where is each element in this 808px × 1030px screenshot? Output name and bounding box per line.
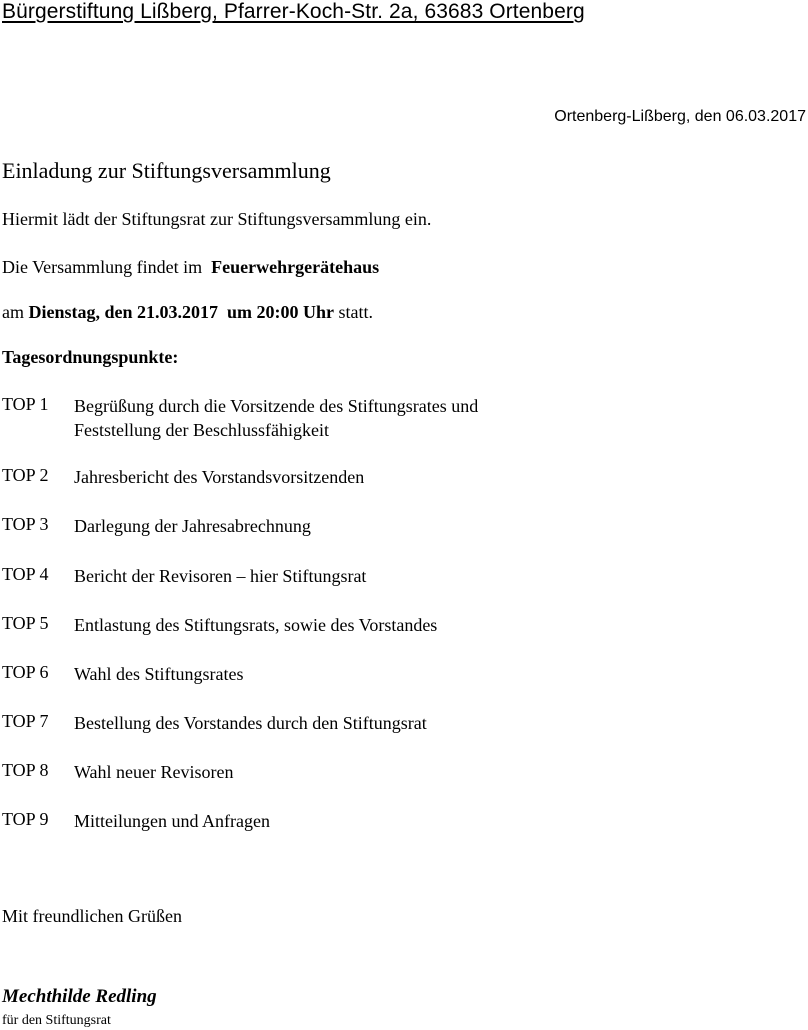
agenda-item-text: Darlegung der Jahresabrechnung bbox=[74, 516, 311, 536]
agenda-item-text: Bestellung des Vorstandes durch den Stiftungsrat bbox=[74, 713, 427, 733]
letterhead-sender: Bürgerstiftung Lißberg, Pfarrer-Koch-Str. 2a, 63683 Ortenberg bbox=[2, 0, 585, 23]
datetime-suffix: statt. bbox=[338, 302, 374, 322]
venue-sentence bbox=[2, 257, 379, 278]
place-and-date: Ortenberg-Lißberg, den 06.03.2017 bbox=[554, 108, 806, 125]
venue-location: Feuerwehrgerätehaus bbox=[211, 257, 380, 277]
agenda-item-3 bbox=[2, 514, 782, 538]
agenda-item-text: Mitteilungen und Anfragen bbox=[74, 811, 270, 831]
intro-sentence: Hiermit lädt der Stiftungsrat zur Stiftungsversammlung ein. bbox=[2, 209, 432, 229]
agenda-item-label: TOP 4 bbox=[2, 564, 49, 584]
agenda-item-label: TOP 8 bbox=[2, 760, 49, 780]
agenda-item-label: TOP 2 bbox=[2, 465, 49, 485]
agenda-item-text: Wahl neuer Revisoren bbox=[74, 762, 234, 782]
agenda-item-label: TOP 9 bbox=[2, 809, 49, 829]
meeting-date: Dienstag, den 21.03.2017 bbox=[28, 302, 219, 322]
agenda-item-label: TOP 1 bbox=[2, 394, 49, 414]
agenda-item-label: TOP 6 bbox=[2, 662, 49, 682]
venue-prefix: Die Versammlung findet im bbox=[2, 257, 203, 277]
agenda-item-2 bbox=[2, 465, 782, 489]
document-title: Einladung zur Stiftungsversammlung bbox=[2, 158, 331, 183]
agenda-item-9 bbox=[2, 809, 782, 833]
agenda-item-1 bbox=[2, 394, 782, 442]
agenda-item-6 bbox=[2, 662, 782, 686]
agenda-item-8 bbox=[2, 760, 782, 784]
agenda-item-4 bbox=[2, 564, 782, 588]
agenda-item-label: TOP 7 bbox=[2, 711, 49, 731]
signature-name: Mechthilde Redling bbox=[2, 986, 157, 1007]
agenda-item-5 bbox=[2, 613, 782, 637]
datetime-prefix: am bbox=[2, 302, 24, 322]
agenda-item-text-line-2: Feststellung der Beschlussfähigkeit bbox=[74, 420, 329, 440]
agenda-item-label: TOP 3 bbox=[2, 514, 49, 534]
agenda-item-7 bbox=[2, 711, 782, 735]
agenda-item-text-line-1: Begrüßung durch die Vorsitzende des Stiftungsrates und bbox=[74, 396, 479, 416]
agenda-item-text: Bericht der Revisoren – hier Stiftungsrat bbox=[74, 566, 367, 586]
signature-role: für den Stiftungsrat bbox=[2, 1013, 111, 1028]
agenda-item-text: Wahl des Stiftungsrates bbox=[74, 664, 244, 684]
agenda-item-text bbox=[74, 394, 478, 442]
closing-greeting: Mit freundlichen Grüßen bbox=[2, 906, 182, 926]
agenda-item-text: Jahresbericht des Vorstandsvorsitzenden bbox=[74, 467, 365, 487]
meeting-time: um 20:00 Uhr bbox=[227, 302, 335, 322]
datetime-sentence bbox=[2, 302, 373, 323]
agenda-item-text: Entlastung des Stiftungsrats, sowie des Vorstandes bbox=[74, 615, 438, 635]
agenda-heading: Tagesordnungspunkte: bbox=[2, 347, 179, 367]
agenda-item-label: TOP 5 bbox=[2, 613, 49, 633]
